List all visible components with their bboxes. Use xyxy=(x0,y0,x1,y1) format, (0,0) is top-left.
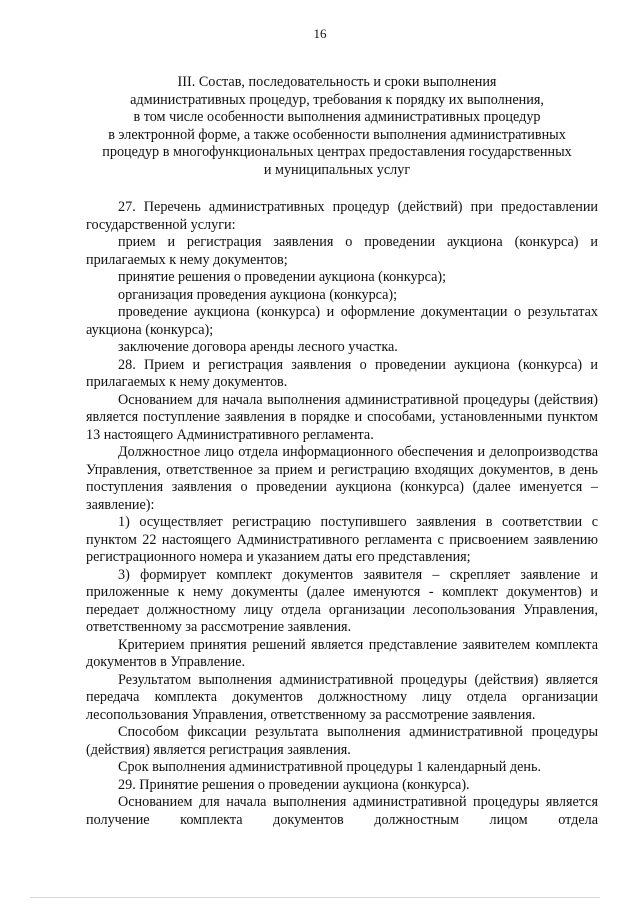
paragraph: прием и регистрация заявления о проведении аукциона (конкурса) и прилагаемых к нему документов; xyxy=(86,234,598,268)
section-title-line: в электронной форме, а также особенности выполнения административных xyxy=(108,126,566,143)
paragraph: проведение аукциона (конкурса) и оформление документации о результатах аукциона (конкурса); xyxy=(86,304,598,338)
paragraph: Срок выполнения административной процедуры 1 календарный день. xyxy=(118,759,542,775)
section-title-line: процедур в многофункциональных центрах предоставления государственных xyxy=(102,144,572,161)
paragraph: 1) осуществляет регистрацию поступившего заявления в соответствии с пунктом 22 настоящего Административного регламента с присвоением заявлению регистрационного номера и указанием даты его представления; xyxy=(86,514,598,565)
paragraph: Основанием для начала выполнения административной процедуры (действия) является поступление заявления в порядке и способами, установленными пунктом 13 настоящего Административного регламента. xyxy=(86,391,598,443)
page-bottom-edge xyxy=(30,897,600,898)
paragraph: 29. Принятие решения о проведении аукциона (конкурса). xyxy=(118,776,470,793)
section-title xyxy=(72,74,602,180)
paragraph: 28. Прием и регистрация заявления о проведении аукциона (конкурса) и прилагаемых к нему документов. xyxy=(86,356,598,390)
paragraph: организация проведения аукциона (конкурса); xyxy=(118,286,398,303)
section-title-line: административных процедур, требования к порядку их выполнения, xyxy=(130,91,544,108)
section-title-line: и муниципальных услуг xyxy=(263,161,411,178)
paragraph: 3) формирует комплект документов заявителя – скрепляет заявление и приложенные к нему документы (далее именуются - комплект документов) и передает должностному лицу отдела организации лесопользования Управления, ответственному за рассмотрение заявления. xyxy=(86,566,598,635)
paragraph: Критерием принятия решений является представление заявителем комплекта документов в Управление. xyxy=(86,636,598,670)
paragraph: Результатом выполнения административной процедуры (действия) является передача комплекта документов должностному лицу отдела организации лесопользования Управления, ответственному за рассмотрение заявления. xyxy=(86,671,598,723)
document-body xyxy=(86,199,598,829)
section-title-line: в том числе особенности выполнения административных процедур xyxy=(133,109,541,126)
paragraph: 27. Перечень административных процедур (действий) при предоставлении государственной услуги: xyxy=(86,199,598,233)
paragraph: Основанием для начала выполнения административной процедуры является получение комплекта документов должностным лицом отдела xyxy=(86,794,598,828)
paragraph: Способом фиксации результата выполнения административной процедуры (действия) является регистрация заявления. xyxy=(86,724,598,758)
section-title-line: III. Состав, последовательность и сроки выполнения xyxy=(177,74,497,90)
page-number: 16 xyxy=(313,26,327,41)
paragraph: заключение договора аренды лесного участка. xyxy=(118,339,398,355)
paragraph: Должностное лицо отдела информационного обеспечения и делопроизводства Управления, ответственное за прием и регистрацию входящих документов, в день поступления заявления о проведении аукциона (конкурса) (далее именуется – заявление): xyxy=(86,444,598,513)
paragraph: принятие решения о проведении аукциона (конкурса); xyxy=(118,269,447,285)
